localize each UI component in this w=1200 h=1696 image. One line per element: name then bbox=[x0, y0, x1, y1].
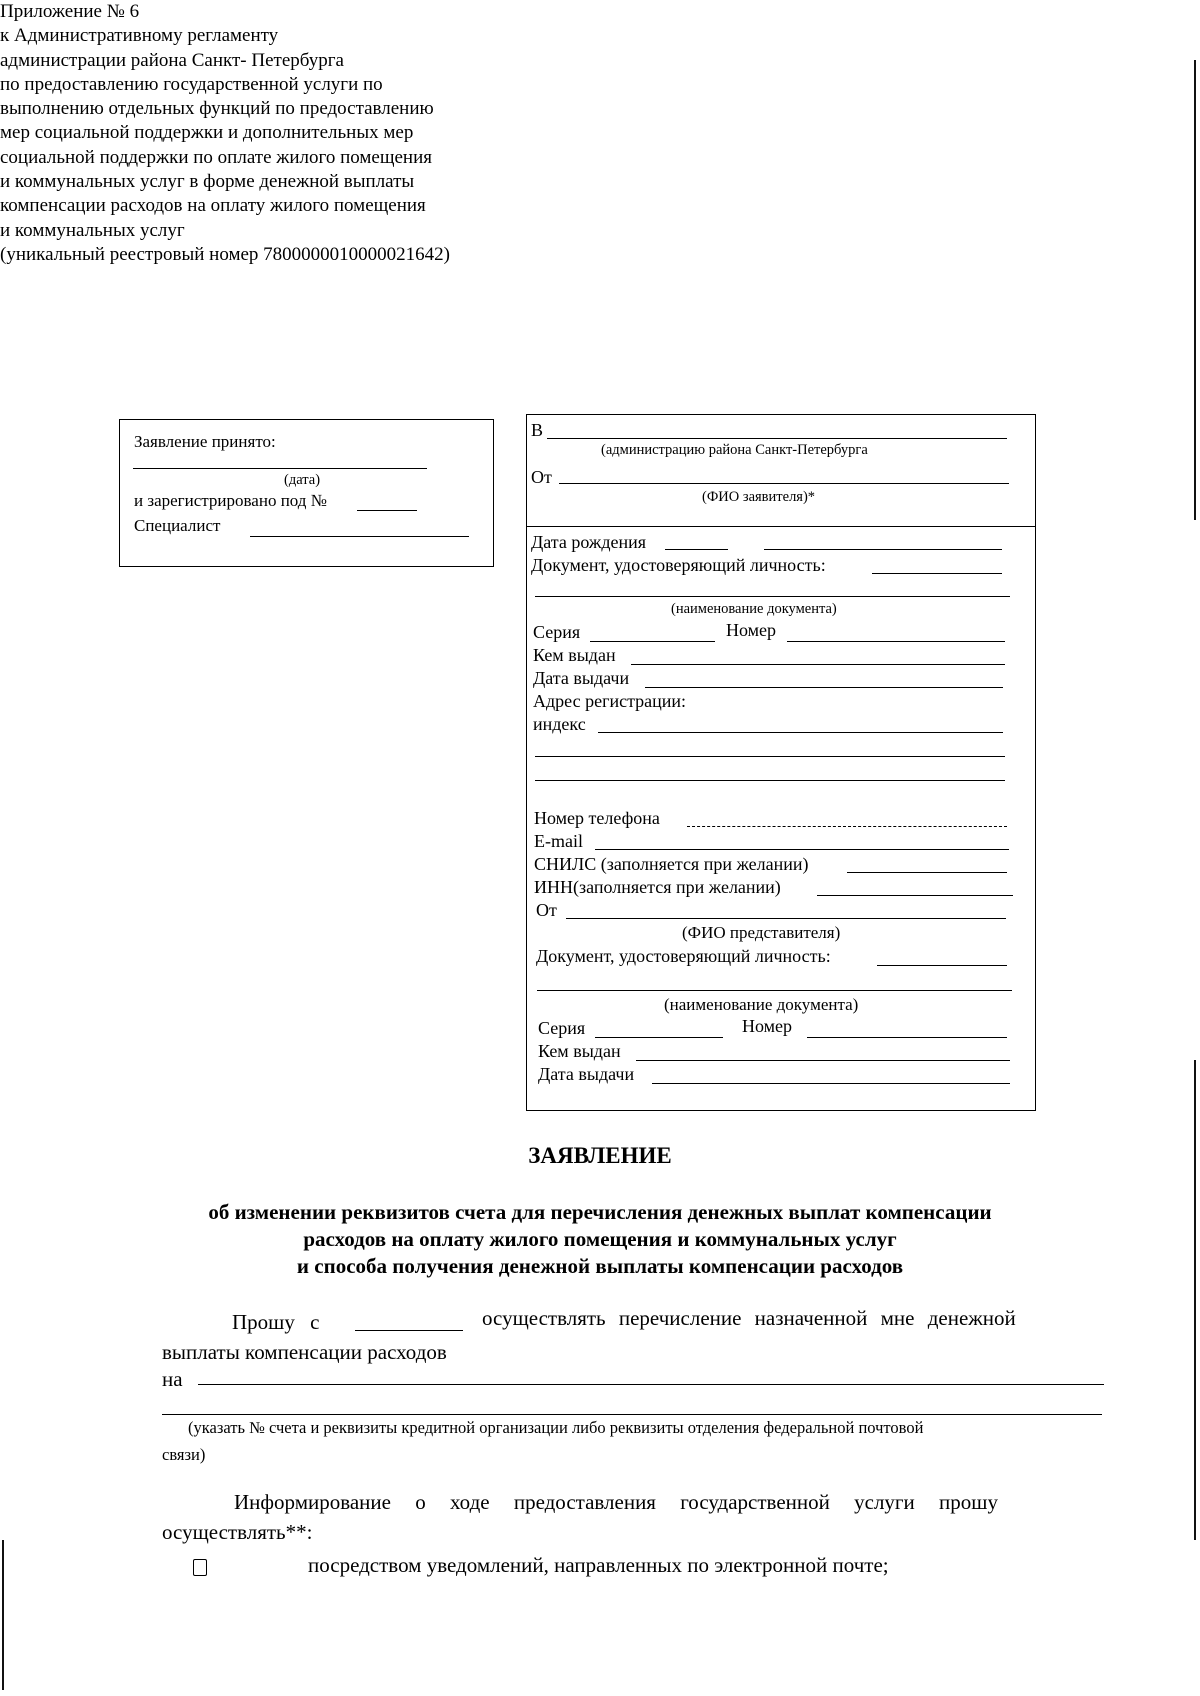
id-document-line[interactable] bbox=[872, 573, 1002, 574]
rep-issued-by-label: Кем выдан bbox=[538, 1041, 621, 1061]
scan-edge-right bbox=[1194, 60, 1196, 520]
birth-date-label: Дата рождения bbox=[531, 532, 647, 552]
index-label: индекс bbox=[533, 714, 586, 734]
to-line[interactable] bbox=[547, 438, 1007, 439]
inform-line-1: Информирование о ходе предоставления государственной услуги прошу bbox=[234, 1490, 998, 1514]
doc-caption: (наименование документа) bbox=[671, 601, 837, 617]
request-date-line[interactable] bbox=[355, 1330, 463, 1331]
from-label: От bbox=[531, 467, 552, 487]
appendix-line: администрации района Санкт- Петербурга bbox=[0, 49, 344, 71]
email-option-checkbox[interactable] bbox=[193, 1559, 207, 1576]
appendix-line: социальной поддержки по оплате жилого помещения bbox=[0, 146, 433, 168]
rep-id-document-label: Документ, удостоверяющий личность: bbox=[536, 946, 831, 966]
statement-subheading-3: и способа получения денежной выплаты компенсации расходов bbox=[296, 1254, 904, 1278]
statement-subheading-1: об изменении реквизитов счета для перечисления денежных выплат компенсации bbox=[208, 1200, 992, 1224]
specialist-line[interactable] bbox=[250, 536, 469, 537]
issue-date-label: Дата выдачи bbox=[533, 668, 630, 688]
number-line[interactable] bbox=[787, 641, 1005, 642]
appendix-line: к Административному регламенту bbox=[0, 25, 279, 47]
appendix-line: (уникальный реестровый номер 7800000010000021642) bbox=[0, 243, 451, 265]
request-start: Прошу с bbox=[232, 1310, 320, 1334]
birth-date-line-1[interactable] bbox=[665, 549, 728, 550]
registered-label: и зарегистрировано под № bbox=[134, 491, 327, 510]
account-line-1[interactable] bbox=[198, 1384, 1104, 1385]
scan-edge-left bbox=[2, 1540, 4, 1690]
series-line[interactable] bbox=[590, 641, 715, 642]
box-separator bbox=[527, 526, 1035, 527]
snils-line[interactable] bbox=[847, 872, 1007, 873]
phone-line[interactable] bbox=[687, 826, 1007, 827]
accepted-box bbox=[119, 419, 494, 567]
rep-from-label: От bbox=[536, 900, 557, 920]
rep-number-line[interactable] bbox=[807, 1037, 1007, 1038]
account-line-2[interactable] bbox=[162, 1414, 1102, 1415]
account-caption-2: связи) bbox=[162, 1445, 206, 1464]
address-line-2[interactable] bbox=[535, 780, 1005, 781]
rep-issue-date-label: Дата выдачи bbox=[538, 1064, 635, 1084]
index-line[interactable] bbox=[598, 732, 1003, 733]
request-line-2: выплаты компенсации расходов bbox=[162, 1340, 447, 1364]
appendix-header bbox=[0, 0, 1200, 267]
accepted-title: Заявление принято: bbox=[134, 432, 276, 451]
to-caption: (администрацию района Санкт-Петербурга bbox=[601, 442, 868, 458]
rep-issue-date-line[interactable] bbox=[652, 1083, 1010, 1084]
to-label: В bbox=[531, 420, 544, 440]
appendix-line: Приложение № 6 bbox=[0, 1, 140, 22]
email-option-label: посредством уведомлений, направленных по электронной почте; bbox=[308, 1553, 889, 1577]
appendix-line: выполнению отдельных функций по предоставлению bbox=[0, 98, 434, 120]
rep-id-document-line[interactable] bbox=[877, 965, 1007, 966]
rep-series-line[interactable] bbox=[595, 1037, 723, 1038]
birth-date-line-2[interactable] bbox=[764, 549, 1002, 550]
appendix-line: компенсации расходов на оплату жилого помещения bbox=[0, 195, 426, 217]
account-caption-1: (указать № счета и реквизиты кредитной организации либо реквизиты отделения федеральной почтовой bbox=[188, 1418, 924, 1437]
rep-from-line[interactable] bbox=[566, 918, 1006, 919]
applicant-box bbox=[526, 414, 1036, 1111]
appendix-line: и коммунальных услуг в форме денежной выплаты bbox=[0, 171, 415, 193]
series-label: Серия bbox=[533, 622, 581, 642]
rep-doc-caption: (наименование документа) bbox=[664, 995, 859, 1014]
request-rest: осуществлять перечисление назначенной мне денежной bbox=[482, 1306, 1016, 1330]
email-label: E-mail bbox=[534, 831, 583, 851]
rep-caption: (ФИО представителя) bbox=[682, 923, 841, 942]
date-line[interactable] bbox=[133, 468, 427, 469]
date-caption: (дата) bbox=[284, 472, 321, 488]
on-prefix: на bbox=[162, 1367, 183, 1391]
statement-subheading-2: расходов на оплату жилого помещения и коммунальных услуг bbox=[303, 1227, 897, 1251]
issued-by-line[interactable] bbox=[631, 664, 1005, 665]
rep-issued-by-line[interactable] bbox=[636, 1060, 1010, 1061]
address-line-1[interactable] bbox=[535, 756, 1005, 757]
rep-series-label: Серия bbox=[538, 1018, 586, 1038]
registration-number-line[interactable] bbox=[357, 510, 417, 511]
appendix-line: по предоставлению государственной услуги по bbox=[0, 73, 383, 95]
issued-by-label: Кем выдан bbox=[533, 645, 616, 665]
reg-address-label: Адрес регистрации: bbox=[533, 691, 687, 711]
email-line[interactable] bbox=[595, 849, 1009, 850]
inn-label: ИНН(заполняется при желании) bbox=[534, 877, 781, 897]
appendix-line: и коммунальных услуг bbox=[0, 219, 185, 241]
rep-doc-name-line[interactable] bbox=[537, 990, 1012, 991]
number-label: Номер bbox=[726, 620, 777, 640]
specialist-label: Специалист bbox=[134, 516, 221, 535]
scan-edge-right-lower bbox=[1194, 1060, 1196, 1540]
doc-name-line[interactable] bbox=[535, 596, 1010, 597]
from-caption: (ФИО заявителя)* bbox=[702, 489, 816, 505]
rep-number-label: Номер bbox=[742, 1016, 793, 1036]
statement-heading: ЗАЯВЛЕНИЕ bbox=[528, 1143, 672, 1168]
appendix-line: мер социальной поддержки и дополнительных мер bbox=[0, 122, 414, 144]
from-line[interactable] bbox=[559, 483, 1009, 484]
phone-label: Номер телефона bbox=[534, 808, 660, 828]
inform-line-2: осуществлять**: bbox=[162, 1520, 313, 1544]
id-document-label: Документ, удостоверяющий личность: bbox=[531, 555, 826, 575]
issue-date-line[interactable] bbox=[645, 687, 1003, 688]
snils-label: СНИЛС (заполняется при желании) bbox=[534, 854, 809, 874]
inn-line[interactable] bbox=[817, 895, 1013, 896]
